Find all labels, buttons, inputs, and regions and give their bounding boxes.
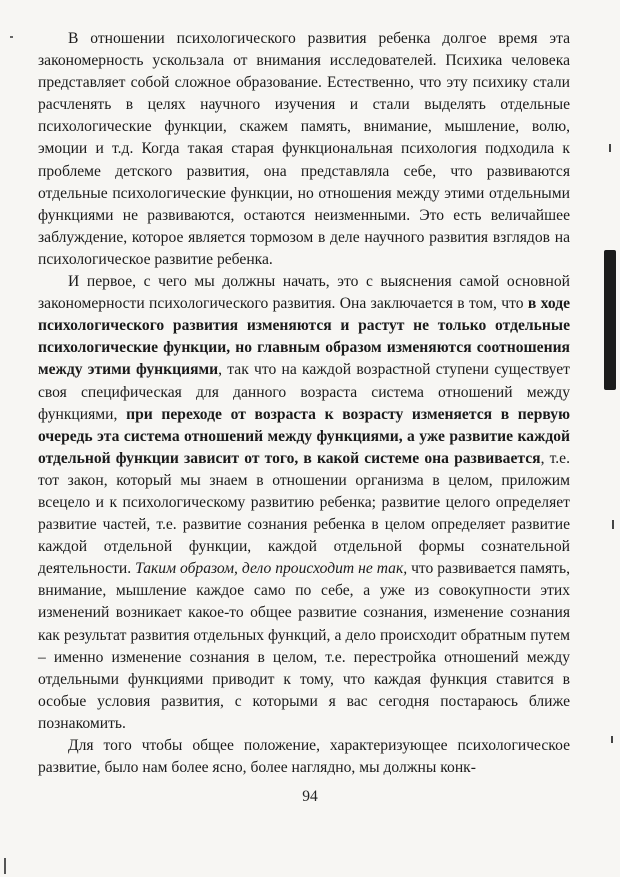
p2-italic-segment: Таким образом, дело происходит не так, (135, 560, 408, 578)
scan-tick-mark (612, 520, 614, 529)
scan-tick-mark (609, 144, 611, 152)
scan-tick-mark (611, 736, 613, 743)
p2-segment-5: , т.е. тот закон, который мы знаем в отношении организма в целом, приложим всецело и к психологическому развитию ребенка; развитие целого определяет развитие частей, т.е. развитие сознания ребенка в целом определяет развитие каждой отдельной функции, каждой отдельной формы сознательной деятельности. (38, 449, 570, 578)
scan-tick-mark (4, 858, 6, 874)
p2-segment-1: И первое, с чего мы должны начать, это с выяснения самой основной закономерности психологического развития. Она заключается в том, что (38, 273, 570, 313)
p2-segment-7: что развивается память, внимание, мышление каждое само по себе, а уже из совокупности этих изменений возникает какое-то общее развитие сознания, изменение сознания как результат развития отдельных функций, а дело происходит обратным путем – именно изменение сознания в целом, т.е. перестройка отношений между отдельными функциями приводит к тому, что каждая функция ставится в особые условия развития, с которыми я вас сегодня постараюсь ближе познакомить. (38, 560, 570, 732)
scan-edge-mark (604, 250, 616, 390)
page-number: 94 (302, 788, 318, 805)
body-text (38, 28, 570, 779)
paragraph-1 (38, 28, 570, 271)
paragraph-2 (38, 271, 570, 735)
p2-segment-3: , так что на каждой возрастной ступени существует своя специфическая для данного возраста система отношений между функциями, (38, 361, 570, 423)
paragraph-3 (38, 735, 570, 779)
scan-speck (10, 36, 13, 38)
p3-segment-1: Для того чтобы общее положение, характеризующее психологическое развитие, было нам более ясно, более наглядно, мы должны конк- (38, 737, 570, 777)
p2-bold-segment-1: в ходе психологического развития изменяются и растут не только отдельные психологические функции, но главным образом изменяются соотношения между этими функциями (38, 295, 570, 379)
p1-segment-1: В отношении психологического развития ребенка долгое время эта закономерность ускользала от внимания исследователей. Психика человека представляет собой сложное образование. Естественно, что эту психику стали расчленять в целях научного изучения и стали выделять отдельные психологические функции, скажем память, внимание, мышление, волю, эмоции и т.д. Когда такая старая функциональная психология подходила к проблеме детского развития, она представляла себе, что развиваются отдельные психологические функции, но отношения между этими отдельными функциями не развиваются, остаются неизменными. Это есть величайшее заблуждение, которое является тормозом в деле научного развития взглядов на психологическое развитие ребенка. (38, 30, 570, 268)
p2-bold-segment-2: при переходе от возраста к возрасту изменяется в первую очередь эта система отношений между функциями, а уже развитие каждой отдельной функции зависит от того, в какой системе она развивается (38, 405, 570, 467)
